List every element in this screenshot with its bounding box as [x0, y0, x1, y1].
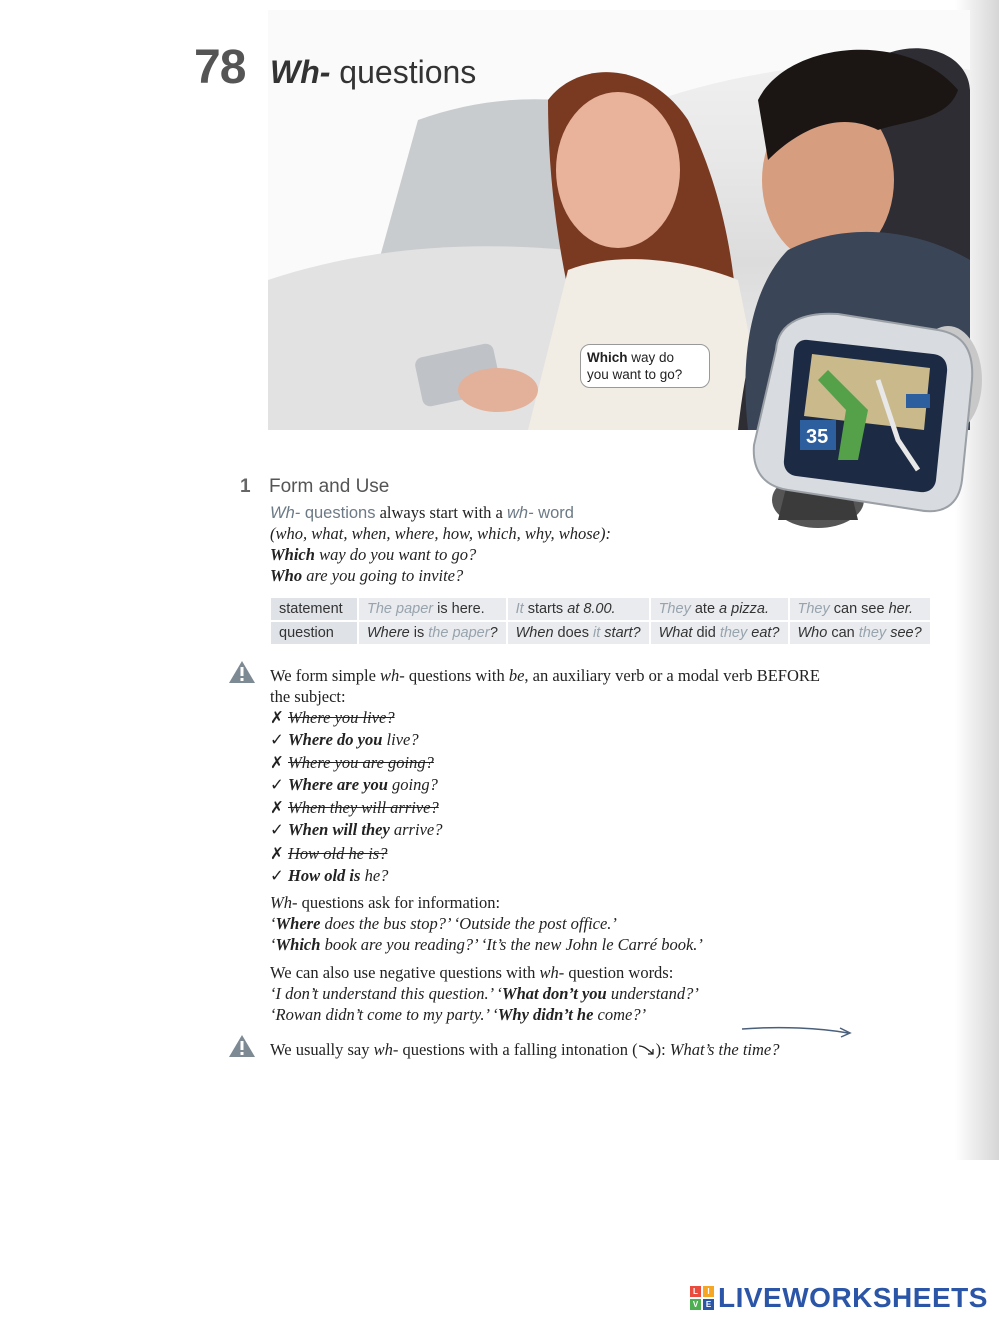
tick-icon: ✓	[270, 820, 284, 839]
table-row-statement	[271, 598, 930, 620]
right-example-4: ✓ How old is he?	[270, 866, 389, 885]
cross-icon: ✗	[270, 708, 284, 727]
logo-mark-icon	[690, 1286, 714, 1310]
wrong-example-2: ✗ Where you are going?	[270, 753, 434, 772]
negative-example-1: ‘I don’t understand this question.’ ‘What don’t you understand?’	[270, 984, 699, 1003]
table-cell: Where is the paper?	[359, 622, 506, 644]
info-example-1: ‘Where does the bus stop?’ ‘Outside the post office.’	[270, 914, 617, 933]
logo-cell: I	[703, 1286, 714, 1297]
cross-icon: ✗	[270, 798, 284, 817]
table-cell: They can see her.	[790, 598, 930, 620]
right-example-2: ✓ Where are you going?	[270, 775, 438, 794]
table-cell: The paper is here.	[359, 598, 506, 620]
speech-bubble: Which way do you want to go?	[580, 344, 710, 388]
rule-2: We usually say wh- questions with a falling intonation ( ): What’s the time?	[270, 1040, 780, 1059]
table-cell: When does it start?	[508, 622, 649, 644]
grammar-table	[269, 596, 932, 646]
liveworksheets-logo	[690, 1282, 988, 1314]
wrong-example-4: ✗ How old he is?	[270, 844, 388, 863]
intro-line-1: Wh- questions always start with a wh- word	[270, 503, 574, 522]
svg-text:35: 35	[806, 426, 829, 448]
cross-icon: ✗	[270, 844, 284, 863]
table-cell: It starts at 8.00.	[508, 598, 649, 620]
warning-icon	[228, 1034, 256, 1058]
table-row-question	[271, 622, 930, 644]
unit-number: 78	[194, 41, 246, 94]
tick-icon: ✓	[270, 730, 284, 749]
intonation-arrow-icon	[740, 1024, 854, 1040]
table-cell: What did they eat?	[651, 622, 788, 644]
warning-icon	[228, 660, 256, 684]
unit-title: Wh- questions	[270, 54, 477, 90]
section-title: Form and Use	[269, 476, 390, 497]
satnav-device-image	[748, 310, 984, 532]
rule-1-line-2: the subject:	[270, 687, 346, 706]
tick-icon: ✓	[270, 866, 284, 885]
wrong-example-3: ✗ When they will arrive?	[270, 798, 439, 817]
right-example-1: ✓ Where do you live?	[270, 730, 419, 749]
logo-text: LIVEWORKSHEETS	[718, 1282, 988, 1313]
info-line-1: Wh- questions ask for information:	[270, 893, 501, 912]
rule-1-line-1: We form simple wh- questions with be, an auxiliary verb or a modal verb BEFORE	[270, 666, 820, 685]
example-1: Which way do you want to go?	[270, 545, 477, 564]
falling-intonation-icon	[638, 1044, 656, 1056]
logo-cell: V	[690, 1299, 701, 1310]
tick-icon: ✓	[270, 775, 284, 794]
negative-example-2: ‘Rowan didn’t come to my party.’ ‘Why didn’t he come?’	[270, 1005, 647, 1024]
cross-icon: ✗	[270, 753, 284, 772]
row-label-question: question	[271, 622, 357, 644]
intro-line-2: (who, what, when, where, how, which, why, whose):	[270, 524, 611, 543]
row-label-statement: statement	[271, 598, 357, 620]
negative-line-1: We can also use negative questions with wh- question words:	[270, 963, 674, 982]
logo-cell: E	[703, 1299, 714, 1310]
info-example-2: ‘Which book are you reading?’ ‘It’s the new John le Carré book.’	[270, 935, 703, 954]
table-cell: Who can they see?	[790, 622, 930, 644]
wrong-example-1: ✗ Where you live?	[270, 708, 395, 727]
section-number: 1	[240, 476, 251, 497]
table-cell: They ate a pizza.	[651, 598, 788, 620]
example-2: Who are you going to invite?	[270, 566, 464, 585]
logo-cell: L	[690, 1286, 701, 1297]
right-example-3: ✓ When will they arrive?	[270, 820, 443, 839]
